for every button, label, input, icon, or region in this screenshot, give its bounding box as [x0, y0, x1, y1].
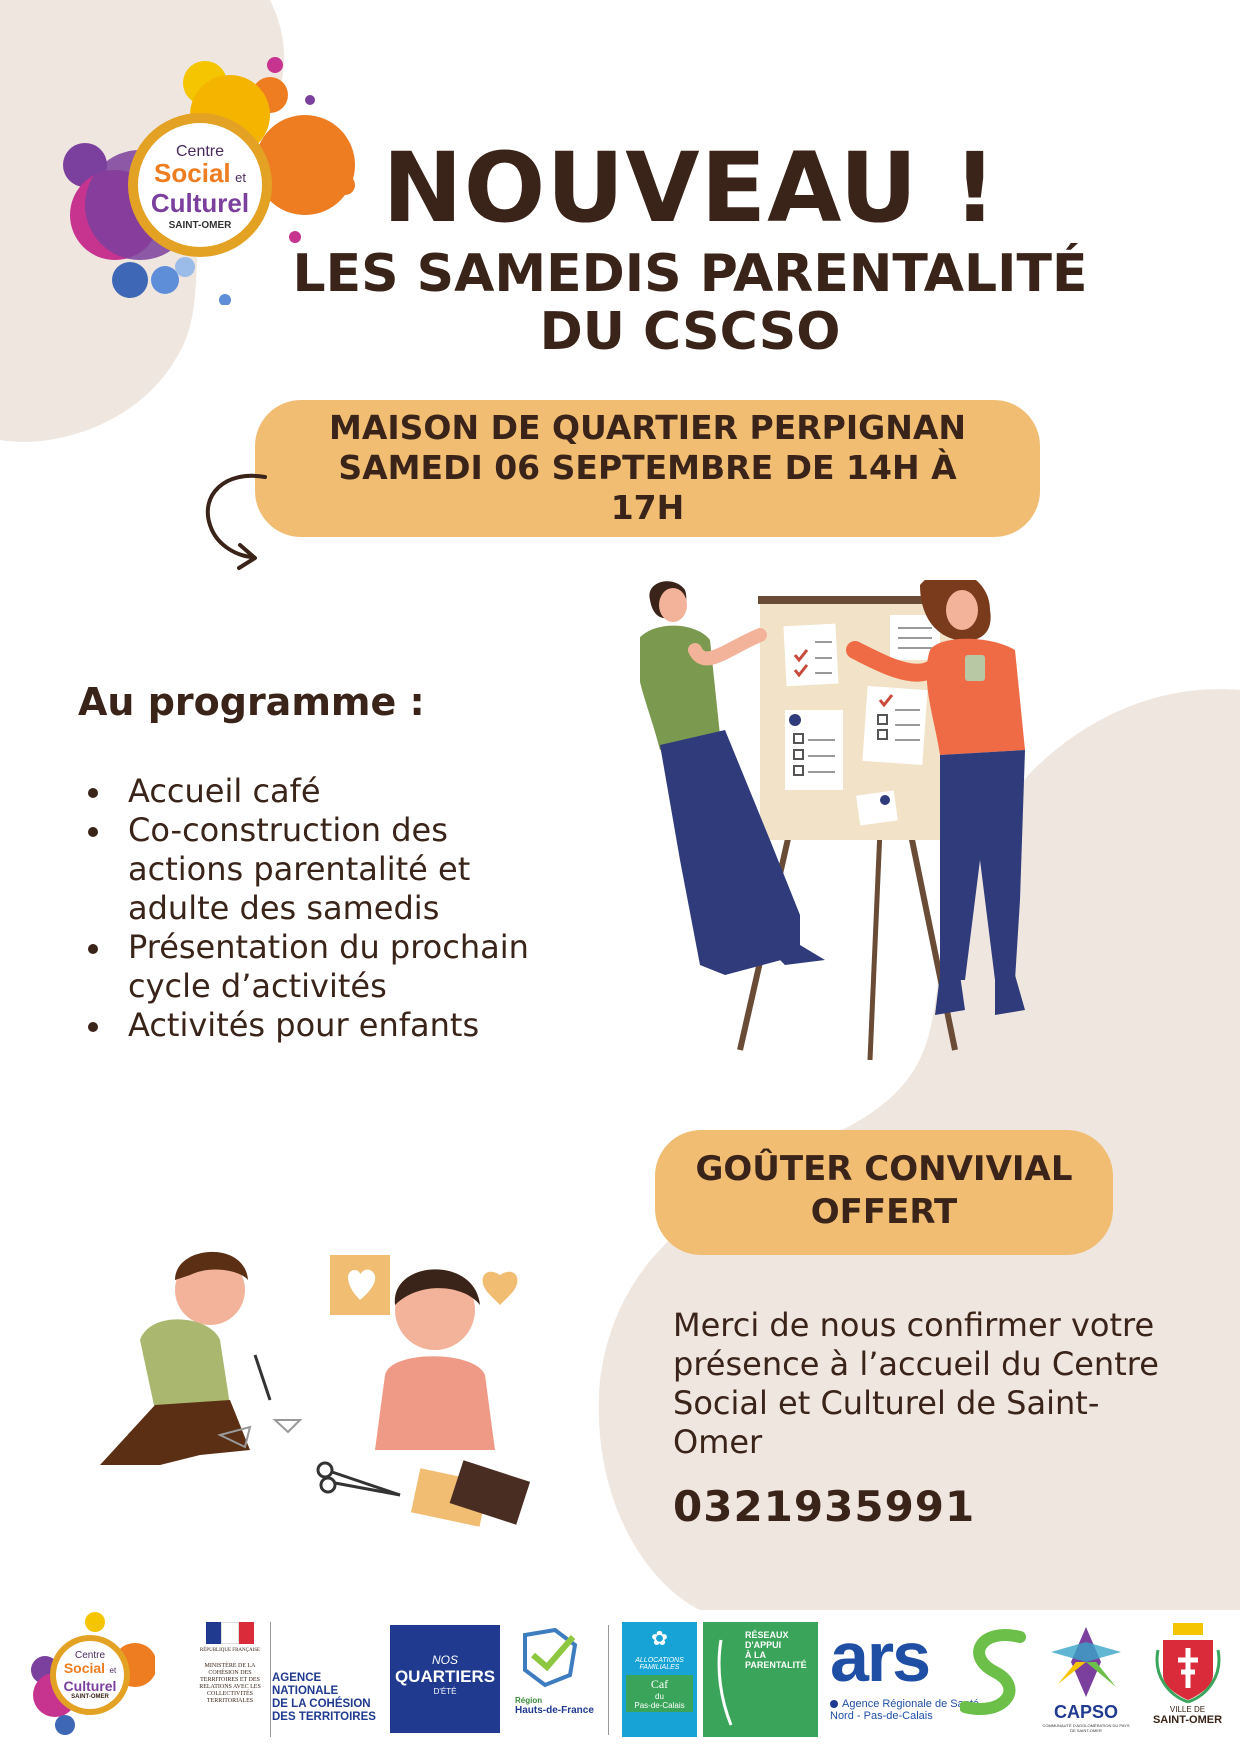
ars-swoosh-icon: [960, 1622, 1030, 1722]
phone-number: 0321935991: [673, 1482, 976, 1531]
program-list: [88, 772, 568, 1045]
reseaux-parentalite-logo: RÉSEAUX D'APPUI À LA PARENTALITÉ: [703, 1622, 818, 1737]
ars-logo: ars Agence Régionale de Santé Nord - Pas-de-Calais: [830, 1622, 1030, 1737]
ministere-logo: [190, 1622, 271, 1737]
logo-line4: SAINT-OMER: [168, 220, 232, 231]
footer-logo-line3: Culturel: [63, 1678, 117, 1694]
republique-text: RÉPUBLIQUE FRANÇAISE: [199, 1648, 261, 1653]
logo-line2: Social: [154, 158, 231, 188]
logo-line1: Centre: [175, 143, 225, 160]
region-map-icon: [515, 1625, 585, 1690]
capso-star-icon: [1046, 1622, 1126, 1702]
list-item: Accueil café: [88, 772, 568, 811]
nos-quartiers-logo: NOS QUARTIERS D'ÉTÉ: [390, 1625, 500, 1733]
list-item: Co-construction des actions parentalité et adulte des samedis: [88, 811, 568, 928]
subtitle-line1: LES SAMEDIS PARENTALITÉ: [292, 244, 1088, 304]
bullet-icon: [88, 788, 98, 798]
parents-icon: [711, 1630, 751, 1730]
footer-logo-line4: SAINT-OMER: [71, 1694, 109, 1700]
footer-divider: [608, 1625, 609, 1735]
caf-logo: ✿ ALLOCATIONS FAMILIALES Caf du Pas-de-Calais: [622, 1622, 697, 1737]
footer-logo-line2b: et: [109, 1666, 117, 1675]
footer-cscso-logo: [25, 1610, 155, 1740]
ars-dot-icon: [830, 1700, 838, 1708]
curly-arrow-icon: [195, 465, 275, 575]
bullet-icon: [88, 944, 98, 954]
capso-logo: CAPSO COMMUNAUTÉ D'AGGLOMÉRATION DU PAYS DE SAINT-OMER: [1040, 1622, 1132, 1740]
footer-logo-line1: Centre: [74, 1650, 105, 1661]
subtitle-line2: DU CSCSO: [539, 302, 841, 363]
logo-line2b: et: [235, 170, 246, 185]
list-item: Présentation du prochain cycle d’activités: [88, 928, 568, 1006]
list-item: Activités pour enfants: [88, 1006, 568, 1045]
region-hdf-logo: Région Hauts-de-France: [515, 1625, 605, 1735]
caf-family-icon: ✿: [651, 1628, 668, 1650]
kids-crafts-illustration: [80, 1240, 560, 1560]
program-heading: Au programme :: [78, 680, 425, 724]
event-time: 17H: [610, 488, 685, 527]
logo-line3: Culturel: [150, 188, 250, 218]
coat-of-arms-icon: [1153, 1620, 1223, 1705]
bullet-icon: [88, 827, 98, 837]
gouter-line2: OFFERT: [810, 1192, 958, 1232]
ministere-text: MINISTÈRE DE LA COHÉSION DES TERRITOIRES ET DES RELATIONS AVEC LES COLLECTIVITÉS TERRITORIALES: [199, 1663, 261, 1704]
saint-omer-crest-logo: VILLE DE SAINT-OMER: [1145, 1620, 1230, 1745]
footer-logo-line2: Social: [63, 1660, 106, 1676]
marianne-icon: [206, 1622, 254, 1644]
gouter-line1: GOÛTER CONVIVIAL: [695, 1149, 1073, 1189]
confirmation-message: Merci de nous confirmer votre présence à l’accueil du Centre Social et Culturel de Saint-Omer: [673, 1306, 1159, 1461]
event-date: SAMEDI 06 SEPTEMBRE DE 14H À: [338, 448, 957, 487]
page-title: NOUVEAU !: [382, 132, 998, 244]
anct-logo: AGENCE NATIONALE DE LA COHÉSION DES TERRITOIRES: [272, 1672, 376, 1723]
gouter-banner: [655, 1130, 1113, 1255]
flipchart-illustration: [640, 580, 1160, 1080]
page-subtitle: [230, 245, 1150, 361]
event-details-banner: [255, 400, 1040, 537]
event-location: MAISON DE QUARTIER PERPIGNAN: [328, 408, 966, 447]
bullet-icon: [88, 1022, 98, 1032]
